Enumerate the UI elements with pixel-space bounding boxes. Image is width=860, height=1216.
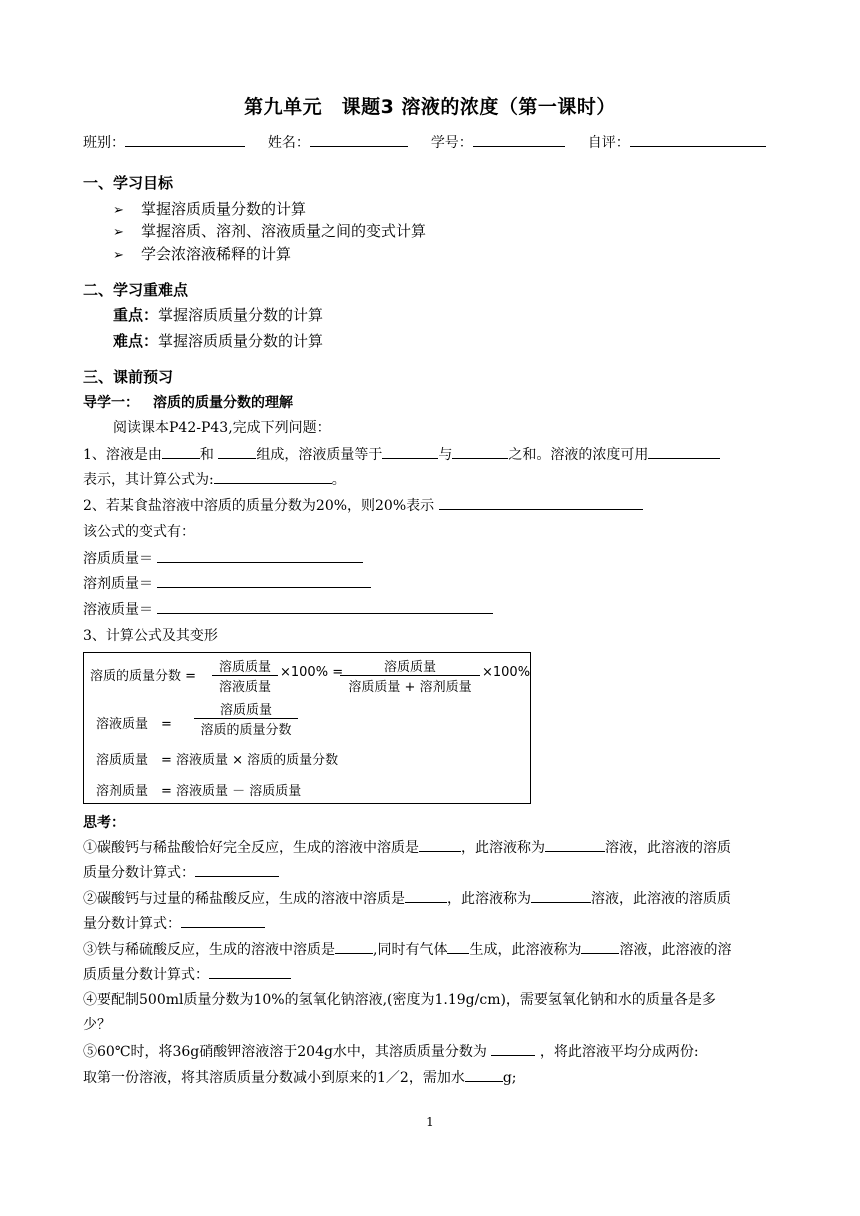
think-1-line1: ①碳酸钙与稀盐酸恰好完全反应，生成的溶液中溶质是 ，此溶液称为 溶液，此溶液的溶质 [83, 837, 731, 858]
number-label: 学号： [430, 135, 473, 151]
blank[interactable] [209, 964, 291, 979]
difficult-point: 难点：掌握溶质质量分数的计算 [113, 332, 324, 350]
fraction: 溶质质量 溶质的质量分数 [194, 699, 298, 738]
think-3-line1: ③铁与稀硫酸反应，生成的溶液中溶质是 ,同时有气体 生成，此溶液称为 溶液，此溶液的溶 [83, 939, 731, 960]
blank[interactable] [447, 939, 469, 954]
blank[interactable] [157, 573, 371, 588]
name-field[interactable] [310, 132, 408, 147]
variants-label: 该公式的变式有： [83, 524, 195, 540]
blank[interactable] [452, 444, 508, 459]
think-2-line2: 量分数计算式： [83, 913, 265, 934]
blank[interactable] [439, 495, 643, 510]
blank[interactable] [382, 444, 438, 459]
solvent-mass-line: 溶剂质量＝ [83, 573, 371, 594]
blank[interactable] [419, 837, 461, 852]
blank[interactable] [214, 469, 332, 484]
think-4-line1: ④要配制500ml质量分数为10%的氢氧化钠溶液,(密度为1.19g/cm)，需要氢氧化钠和水的质量各是多 [83, 992, 716, 1008]
blank[interactable] [545, 837, 605, 852]
blank[interactable] [465, 1067, 503, 1082]
goal-item: ➢ 掌握溶质、溶剂、溶液质量之间的变式计算 [113, 222, 427, 240]
section3-heading: 三、课前预习 [83, 368, 174, 386]
page-number: 1 [426, 1115, 434, 1129]
blank[interactable] [181, 913, 265, 928]
goal-item: ➢ 掌握溶质质量分数的计算 [113, 200, 307, 218]
section1-heading: 一、学习目标 [83, 174, 174, 192]
section2-heading: 二、学习重难点 [83, 281, 189, 299]
think-3-line2: 质质量分数计算式： [83, 964, 291, 985]
blank[interactable] [162, 444, 200, 459]
think-2-line1: ②碳酸钙与过量的稀盐酸反应，生成的溶液中溶质是 ，此溶液称为 溶液，此溶液的溶质质 [83, 888, 731, 909]
think-heading: 思考： [83, 815, 125, 831]
blank[interactable] [405, 888, 447, 903]
class-label: 班别： [83, 135, 125, 151]
reading-instruction: 阅读课本P42-P43,完成下列问题： [113, 420, 331, 436]
name-label: 姓名： [267, 135, 310, 151]
blank[interactable] [218, 444, 256, 459]
solution-mass-line: 溶液质量＝ [83, 599, 493, 620]
blank[interactable] [648, 444, 720, 459]
student-info-row [83, 132, 766, 152]
class-field[interactable] [125, 132, 245, 147]
question-1-line2: 表示，其计算公式为: 。 [83, 469, 346, 490]
question-1-line1: 1、溶液是由 和 组成，溶液质量等于 与 之和。溶液的浓度可用 [83, 444, 720, 465]
blank[interactable] [195, 862, 279, 877]
goal-item: ➢ 学会浓溶液稀释的计算 [113, 245, 292, 263]
blank[interactable] [335, 939, 373, 954]
blank[interactable] [157, 599, 493, 614]
think-1-line2: 质量分数计算式： [83, 862, 279, 883]
key-point: 重点：掌握溶质质量分数的计算 [113, 306, 324, 324]
self-eval-label: 自评： [587, 135, 630, 151]
blank[interactable] [531, 888, 591, 903]
think-5: ⑤60℃时，将36g硝酸钾溶液溶于204g水中，其溶质质量分数为 ，将此溶液平均分成两份: [83, 1041, 699, 1062]
self-eval-field[interactable] [630, 132, 766, 147]
formula-lhs: 溶质的质量分数 = [90, 669, 197, 684]
question-3-label: 3、计算公式及其变形 [83, 628, 218, 644]
solute-mass-line: 溶质质量＝ [83, 548, 363, 569]
blank[interactable] [581, 939, 619, 954]
number-field[interactable] [473, 132, 565, 147]
formula-box: 溶质的质量分数 = 溶质质量 溶液质量 ×100% = 溶质质量 溶质质量 + 溶剂质量 ×100% 溶液质量 = 溶质质量 溶质的质量分数 溶质质量 = 溶液质量 × 溶质的质量分数 溶剂质量 = 溶液质量 － 溶质质量 [83, 652, 531, 804]
think-6: 取第一份溶液，将其溶质质量分数减小到原来的1／2，需加水 g; [83, 1067, 517, 1088]
blank[interactable] [157, 548, 363, 563]
guide-heading: 导学一： 溶质的质量分数的理解 [83, 395, 293, 411]
fraction: 溶质质量 溶质质量 + 溶剂质量 [340, 656, 480, 695]
question-2: 2、若某食盐溶液中溶质的质量分数为20%，则20%表示 [83, 495, 643, 516]
page-title: 第九单元 课题3 溶液的浓度（第一课时） [244, 96, 616, 118]
blank[interactable] [491, 1041, 535, 1056]
fraction: 溶质质量 溶液质量 [212, 656, 278, 695]
think-4-line2: 少？ [83, 1017, 111, 1033]
